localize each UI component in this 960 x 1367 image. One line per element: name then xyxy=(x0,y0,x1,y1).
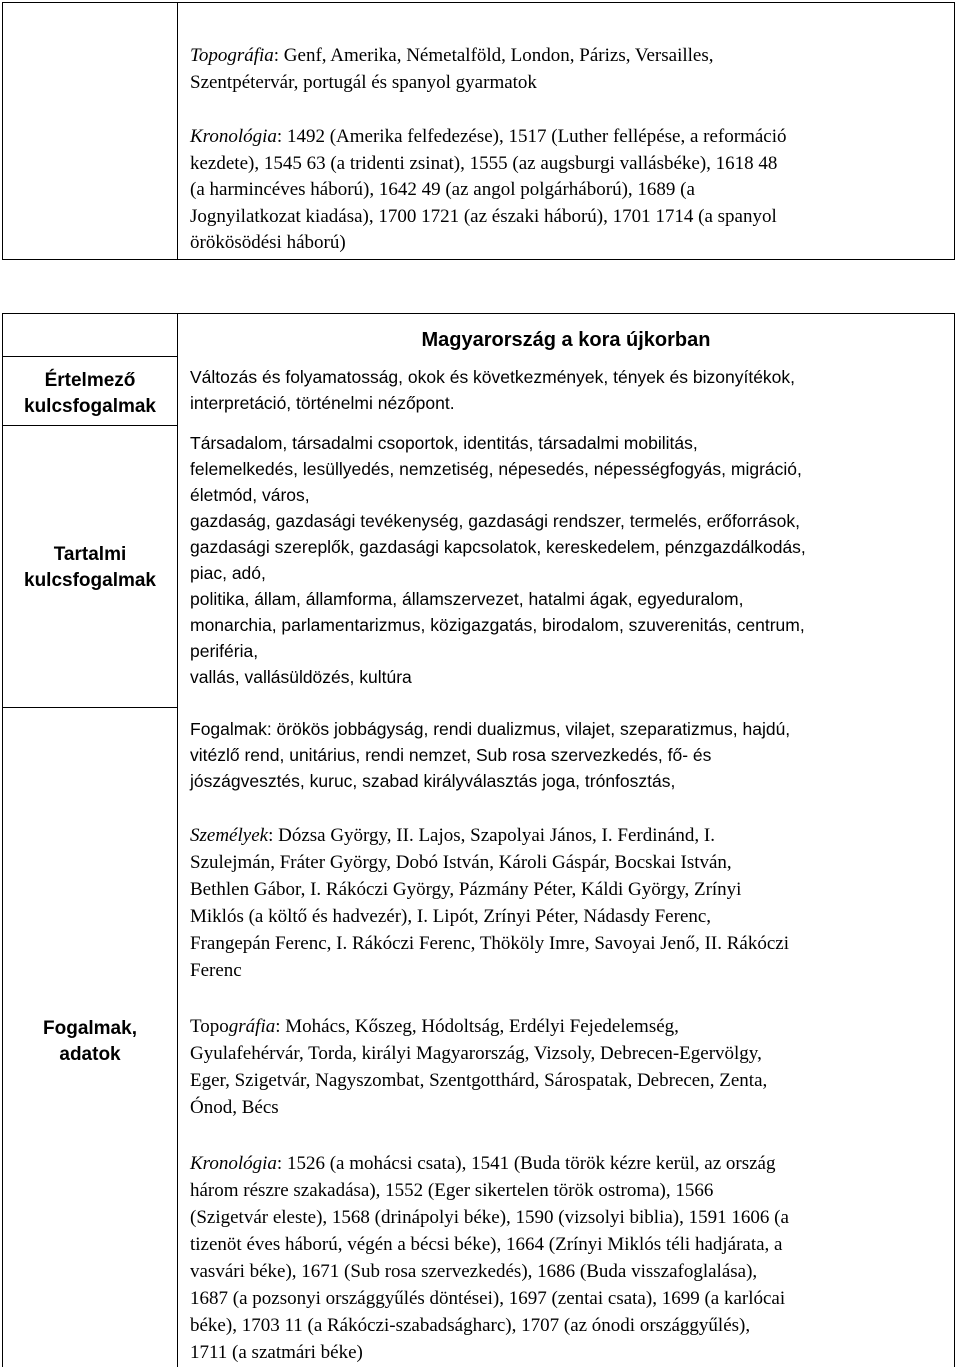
top-table-right-cell xyxy=(178,3,954,259)
label-line: Fogalmak, xyxy=(43,1018,137,1039)
text-line: 1687 (a pozsonyi országgyűlés döntései), 1697 (zentai csata), 1699 (a karlócai xyxy=(190,1288,786,1309)
text-line: politika, állam, államforma, államszervezet, hatalmi ágak, egyeduralom, xyxy=(190,589,744,609)
text-line: : Dózsa György, II. Lajos, Szapolyai János, I. Ferdinánd, I. xyxy=(268,825,715,846)
text-line: béke), 1703 11 (a Rákóczi-szabadságharc), 1707 (az ónodi országgyűlés), xyxy=(190,1315,751,1336)
text-line: vallás, vallásüldözés, kultúra xyxy=(190,667,412,687)
top-table-left-cell xyxy=(3,3,178,259)
kronologia-text: : 1492 (Amerika felfedezése), 1517 (Luther fellépése, a reformáció xyxy=(276,126,787,147)
label-line: Értelmező xyxy=(44,370,136,391)
fogalmak-label xyxy=(3,1016,177,1068)
label-line: adatok xyxy=(59,1044,121,1065)
topografia-label: Topográfia xyxy=(190,45,274,66)
text-line: Frangepán Ferenc, I. Rákóczi Ferenc, Thököly Imre, Savoyai Jenő, II. Rákóczi xyxy=(190,933,790,954)
text-line: Bethlen Gábor, I. Rákóczi György, Pázmány Péter, Káldi György, Zrínyi xyxy=(190,879,742,900)
text-line: Eger, Szigetvár, Nagyszombat, Szentgotthárd, Sárospatak, Debrecen, Zenta, xyxy=(190,1070,768,1091)
szemelyek-label: Személyek xyxy=(190,825,269,846)
text-line: monarchia, parlamentarizmus, közigazgatás, birodalom, szuverenitás, centrum, xyxy=(190,615,805,635)
column-divider xyxy=(177,314,178,1367)
text-line: vasvári béke), 1671 (Sub rosa szervezkedés), 1686 (Buda visszafoglalása), xyxy=(190,1261,758,1282)
kronologia-text: Jognyilatkozat kiadása), 1700 1721 (az északi háború), 1701 1714 (a spanyol xyxy=(190,205,777,227)
kronologia-paragraph xyxy=(190,124,940,257)
text-line: interpretáció, történelmi nézőpont. xyxy=(190,393,455,413)
topografia2-prefix: Topo xyxy=(190,1016,229,1037)
text-line: felemelkedés, lesüllyedés, nemzetiség, népesedés, népességfogyás, migráció, xyxy=(190,459,802,479)
section-heading: Magyarország a kora újkorban xyxy=(421,329,711,351)
topografia2-label: gráfia xyxy=(228,1016,276,1037)
ertelmezo-label xyxy=(3,368,177,420)
text-line: jószágvesztés, kuruc, szabad királyválasztás joga, trónfosztás, xyxy=(190,771,676,791)
row-divider xyxy=(3,707,178,708)
label-line: kulcsfogalmak xyxy=(24,396,156,417)
top-table xyxy=(2,2,955,260)
fogalmak-text xyxy=(190,716,946,794)
topografia-text: Szentpétervár, portugál és spanyol gyarmatok xyxy=(190,71,537,93)
kronologia-text: (a harmincéves háború), 1642 49 (az angol polgárháború), 1689 (a xyxy=(190,179,695,200)
label-line: Tartalmi xyxy=(53,544,127,565)
text-line: gazdaság, gazdasági tevékenység, gazdasági rendszer, termelés, erőforrások, xyxy=(190,511,800,531)
text-line: tizenöt éves háború, végén a bécsi béke), 1664 (Zrínyi Miklós téli hadjárata, a xyxy=(190,1234,783,1255)
kronologia-label: Kronológia xyxy=(190,126,277,147)
text-line: : Mohács, Kőszeg, Hódoltság, Erdélyi Fejedelemség, xyxy=(275,1016,679,1037)
text-line: piac, adó, xyxy=(190,563,266,583)
text-line: 1711 (a szatmári béke) xyxy=(190,1342,363,1363)
text-line: Fogalmak: örökös jobbágyság, rendi dualizmus, vilajet, szeparatizmus, hajdú, xyxy=(190,719,791,739)
topografia-text: : Genf, Amerika, Németalföld, London, Párizs, Versailles, xyxy=(273,45,714,66)
szemelyek-paragraph xyxy=(190,822,946,984)
text-line: gazdasági szereplők, gazdasági kapcsolatok, kereskedelem, pénzgazdálkodás, xyxy=(190,537,806,557)
text-line: : 1526 (a mohácsi csata), 1541 (Buda török kézre kerül, az ország xyxy=(276,1153,776,1174)
topografia-paragraph xyxy=(190,43,940,96)
topografia2-paragraph xyxy=(190,1013,946,1121)
text-line: Szulejmán, Fráter György, Dobó István, Károli Gáspár, Bocskai István, xyxy=(190,852,732,873)
kronologia2-label: Kronológia xyxy=(190,1153,277,1174)
text-line: vitézlő rend, unitárius, rendi nemzet, Sub rosa szervezkedés, fő- és xyxy=(190,745,712,765)
text-line: (Szigetvár eleste), 1568 (drinápolyi béke), 1590 (vizsolyi biblia), 1591 1606 (a xyxy=(190,1207,789,1228)
text-line: Ferenc xyxy=(190,960,242,981)
text-line: három részre szakadása), 1552 (Eger sikertelen török ostroma), 1566 xyxy=(190,1180,714,1201)
text-line: periféria, xyxy=(190,641,259,661)
label-line: kulcsfogalmak xyxy=(24,570,156,591)
text-line: életmód, város, xyxy=(190,485,310,505)
text-line: Miklós (a költő és hadvezér), I. Lipót, Zrínyi Péter, Nádasdy Ferenc, xyxy=(190,906,712,927)
tartalmi-text xyxy=(190,430,946,690)
text-line: Változás és folyamatosság, okok és következmények, tények és bizonyítékok, xyxy=(190,367,796,387)
kronologia-text: örökösödési háború) xyxy=(190,232,346,253)
ertelmezo-text xyxy=(190,364,946,416)
text-line: Gyulafehérvár, Torda, királyi Magyarország, Vizsoly, Debrecen-Egervölgy, xyxy=(190,1043,762,1064)
text-line: Társadalom, társadalmi csoportok, identitás, társadalmi mobilitás, xyxy=(190,433,698,453)
text-line: Ónod, Bécs xyxy=(190,1097,279,1118)
row-divider xyxy=(3,356,178,357)
kronologia-text: kezdete), 1545 63 (a tridenti zsinat), 1555 (az augsburgi vallásbéke), 1618 48 xyxy=(190,152,778,174)
tartalmi-label xyxy=(3,542,177,594)
row-divider xyxy=(3,425,178,426)
kronologia2-paragraph xyxy=(190,1150,946,1366)
